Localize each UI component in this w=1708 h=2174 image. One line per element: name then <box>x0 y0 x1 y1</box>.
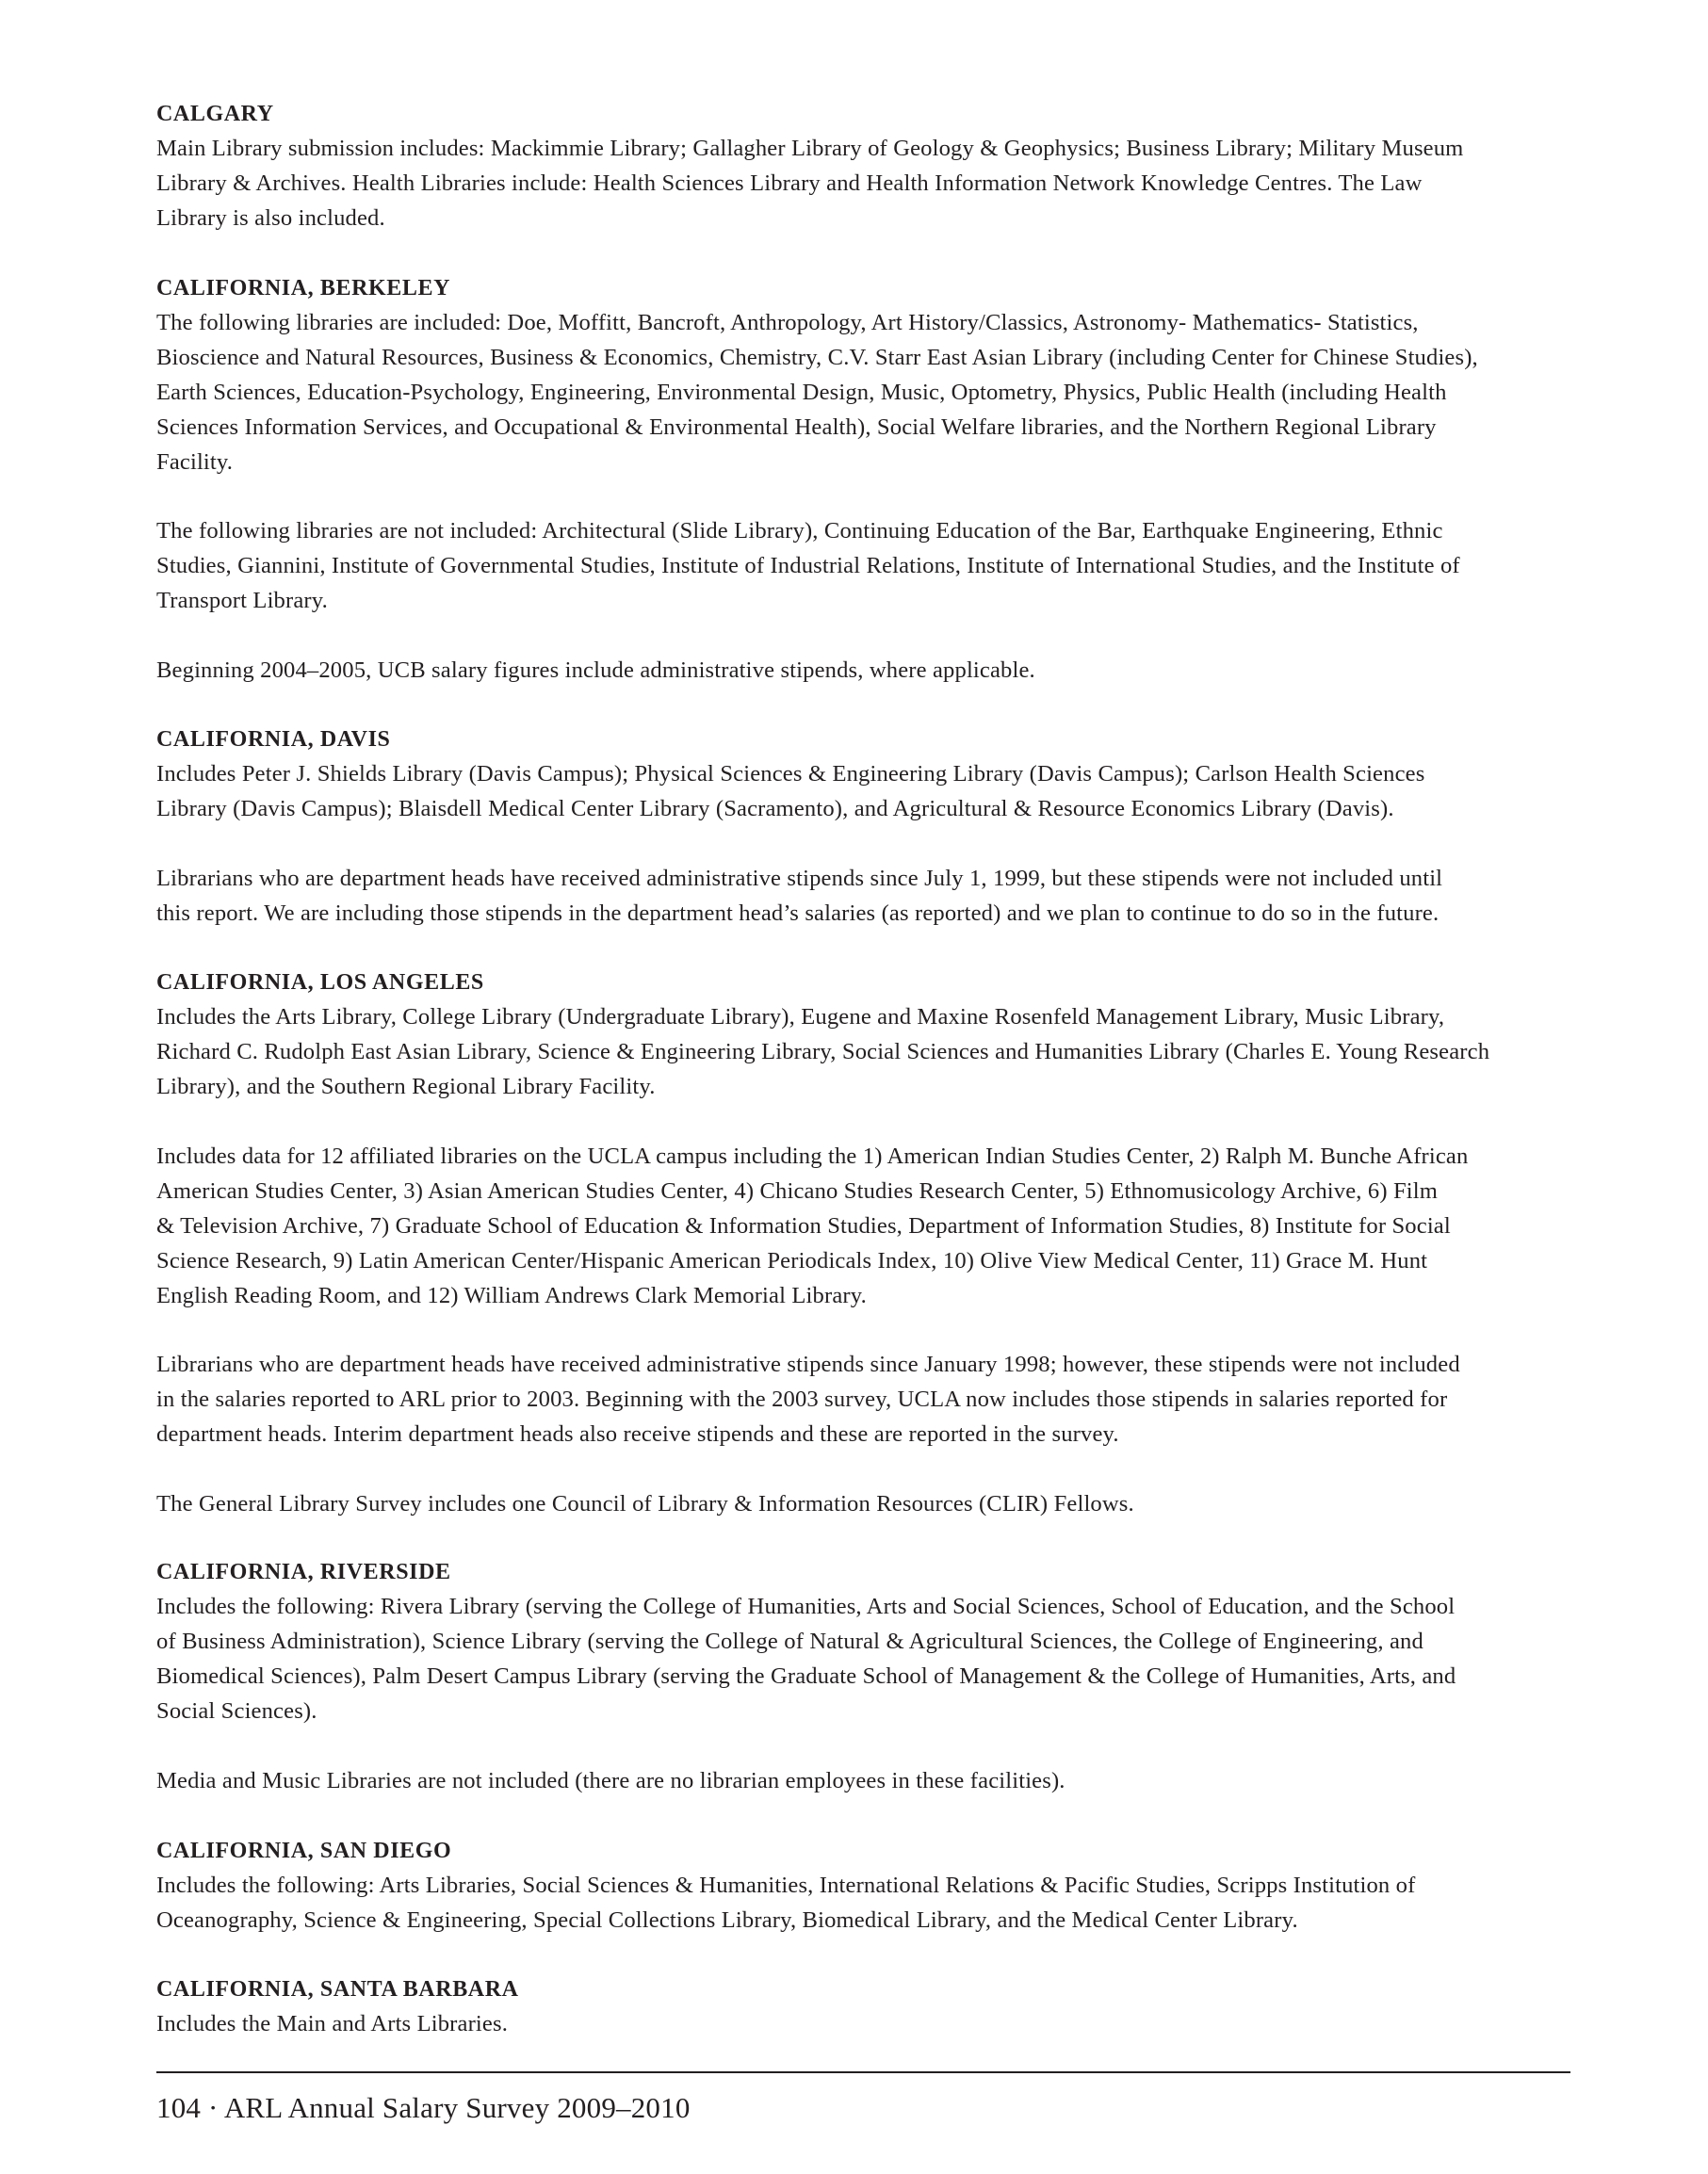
text-line: Sciences Information Services, and Occupational & Environmental Health), Social Welfare libraries, and the Northern Regional Library <box>156 414 1437 440</box>
paragraph <box>156 1764 1626 1799</box>
text-line: Library is also included. <box>156 204 385 231</box>
text-line: Librarians who are department heads have received administrative stipends since July 1, 1999, but these stipends were not included until <box>156 866 1443 891</box>
text-line: department heads. Interim department heads also receive stipends and these are reported in the survey. <box>156 1420 1119 1447</box>
text-line: Includes the Main and Arts Libraries. <box>156 2011 508 2036</box>
section-california-davis <box>156 722 1626 827</box>
text-line: The following libraries are not included: Architectural (Slide Library), Continuing Education of the Bar, Earthquake Engineering, Ethnic <box>156 518 1443 544</box>
text-line: Transport Library. <box>156 587 328 613</box>
text-line: Beginning 2004–2005, UCB salary figures include administrative stipends, where applicable. <box>156 657 1035 683</box>
section-heading: CALIFORNIA, DAVIS <box>156 727 391 752</box>
section-california-los-angeles <box>156 965 1626 1105</box>
section-heading: CALGARY <box>156 102 274 126</box>
section-heading: CALIFORNIA, SAN DIEGO <box>156 1839 452 1863</box>
paragraph <box>156 2007 1626 2042</box>
paragraph <box>156 757 1626 827</box>
paragraph <box>156 306 1626 479</box>
text-line: Earth Sciences, Education-Psychology, Engineering, Environmental Design, Music, Optometry, Physics, Public Health (including Health <box>156 379 1447 405</box>
text-line: Library & Archives. Health Libraries include: Health Sciences Library and Health Information Network Knowledge Centres. The Law <box>156 170 1423 196</box>
text-line: Includes data for 12 affiliated libraries on the UCLA campus including the 1) American Indian Studies Center, 2) Ralph M. Bunche African <box>156 1144 1469 1169</box>
paragraph <box>156 1590 1626 1729</box>
text-line: Includes the following: Arts Libraries, Social Sciences & Humanities, International Relations & Pacific Studies, Scripps Institution of <box>156 1873 1416 1898</box>
text-line: of Business Administration), Science Library (serving the College of Natural & Agricultural Sciences, the College of Engineering, and <box>156 1628 1423 1654</box>
text-line: The following libraries are included: Doe, Moffitt, Bancroft, Anthropology, Art History/Classics, Astronomy- Mathematics- Statistics, <box>156 310 1419 335</box>
section-california-berkeley <box>156 271 1626 479</box>
text-line: Social Sciences). <box>156 1697 317 1724</box>
text-line: Includes the following: Rivera Library (serving the College of Humanities, Arts and Social Sciences, School of Education, and the School <box>156 1594 1456 1619</box>
text-line: Main Library submission includes: Mackimmie Library; Gallagher Library of Geology & Geophysics; Business Library; Military Museum <box>156 136 1464 161</box>
paragraph <box>156 1869 1626 1939</box>
text-line: Includes the Arts Library, College Library (Undergraduate Library), Eugene and Maxine Rosenfeld Management Library, Music Library, <box>156 1004 1445 1030</box>
paragraph <box>156 1487 1626 1522</box>
paragraph <box>156 1348 1626 1452</box>
text-line: The General Library Survey includes one Council of Library & Information Resources (CLIR) Fellows. <box>156 1491 1134 1517</box>
text-line: Library), and the Southern Regional Library Facility. <box>156 1073 656 1099</box>
text-line: Richard C. Rudolph East Asian Library, Science & Engineering Library, Social Sciences and Humanities Library (Charles E. Young Research <box>156 1038 1490 1064</box>
text-line: Science Research, 9) Latin American Center/Hispanic American Periodicals Index, 10) Olive View Medical Center, 11) Grace M. Hunt <box>156 1247 1428 1274</box>
paragraph <box>156 862 1626 932</box>
paragraph <box>156 654 1626 689</box>
text-line: American Studies Center, 3) Asian American Studies Center, 4) Chicano Studies Research Center, 5) Ethnomusicology Archive, 6) Film <box>156 1177 1439 1204</box>
page-footer: 104 · ARL Annual Salary Survey 2009–2010 <box>156 2091 691 2124</box>
text-line: Studies, Giannini, Institute of Governmental Studies, Institute of Industrial Relations, Institute of International Studies, and the Institute of <box>156 552 1460 578</box>
section-california-santa-barbara <box>156 1972 1626 2042</box>
footer-divider <box>156 2071 1570 2073</box>
text-line: Oceanography, Science & Engineering, Special Collections Library, Biomedical Library, and the Medical Center Library. <box>156 1906 1298 1933</box>
paragraph <box>156 1140 1626 1313</box>
paragraph <box>156 514 1626 619</box>
text-line: this report. We are including those stipends in the department head’s salaries (as reported) and we plan to continue to do so in the future. <box>156 900 1440 926</box>
paragraph <box>156 132 1626 236</box>
section-california-riverside <box>156 1555 1626 1729</box>
text-line: Media and Music Libraries are not included (there are no librarian employees in these facilities). <box>156 1768 1065 1793</box>
text-line: Bioscience and Natural Resources, Business & Economics, Chemistry, C.V. Starr East Asian Library (including Center for Chinese Studies), <box>156 344 1478 370</box>
section-heading: CALIFORNIA, SANTA BARBARA <box>156 1977 519 2002</box>
text-line: Librarians who are department heads have received administrative stipends since January 1998; however, these stipends were not included <box>156 1352 1460 1377</box>
section-calgary <box>156 97 1626 236</box>
text-line: English Reading Room, and 12) William Andrews Clark Memorial Library. <box>156 1282 867 1308</box>
section-heading: CALIFORNIA, LOS ANGELES <box>156 970 484 995</box>
section-california-san-diego <box>156 1834 1626 1939</box>
text-line: Biomedical Sciences), Palm Desert Campus Library (serving the Graduate School of Management & the College of Humanities, Arts, and <box>156 1663 1456 1689</box>
section-heading: CALIFORNIA, BERKELEY <box>156 276 451 300</box>
text-line: Library (Davis Campus); Blaisdell Medical Center Library (Sacramento), and Agricultural & Resource Economics Library (Davis). <box>156 795 1394 821</box>
text-line: Includes Peter J. Shields Library (Davis Campus); Physical Sciences & Engineering Library (Davis Campus); Carlson Health Sciences <box>156 761 1425 787</box>
text-line: & Television Archive, 7) Graduate School of Education & Information Studies, Department of Information Studies, 8) Institute for Social <box>156 1212 1451 1239</box>
paragraph <box>156 1000 1626 1105</box>
section-heading: CALIFORNIA, RIVERSIDE <box>156 1560 451 1584</box>
text-line: in the salaries reported to ARL prior to 2003. Beginning with the 2003 survey, UCLA now includes those stipends in salaries reported for <box>156 1386 1448 1412</box>
text-line: Facility. <box>156 448 234 475</box>
